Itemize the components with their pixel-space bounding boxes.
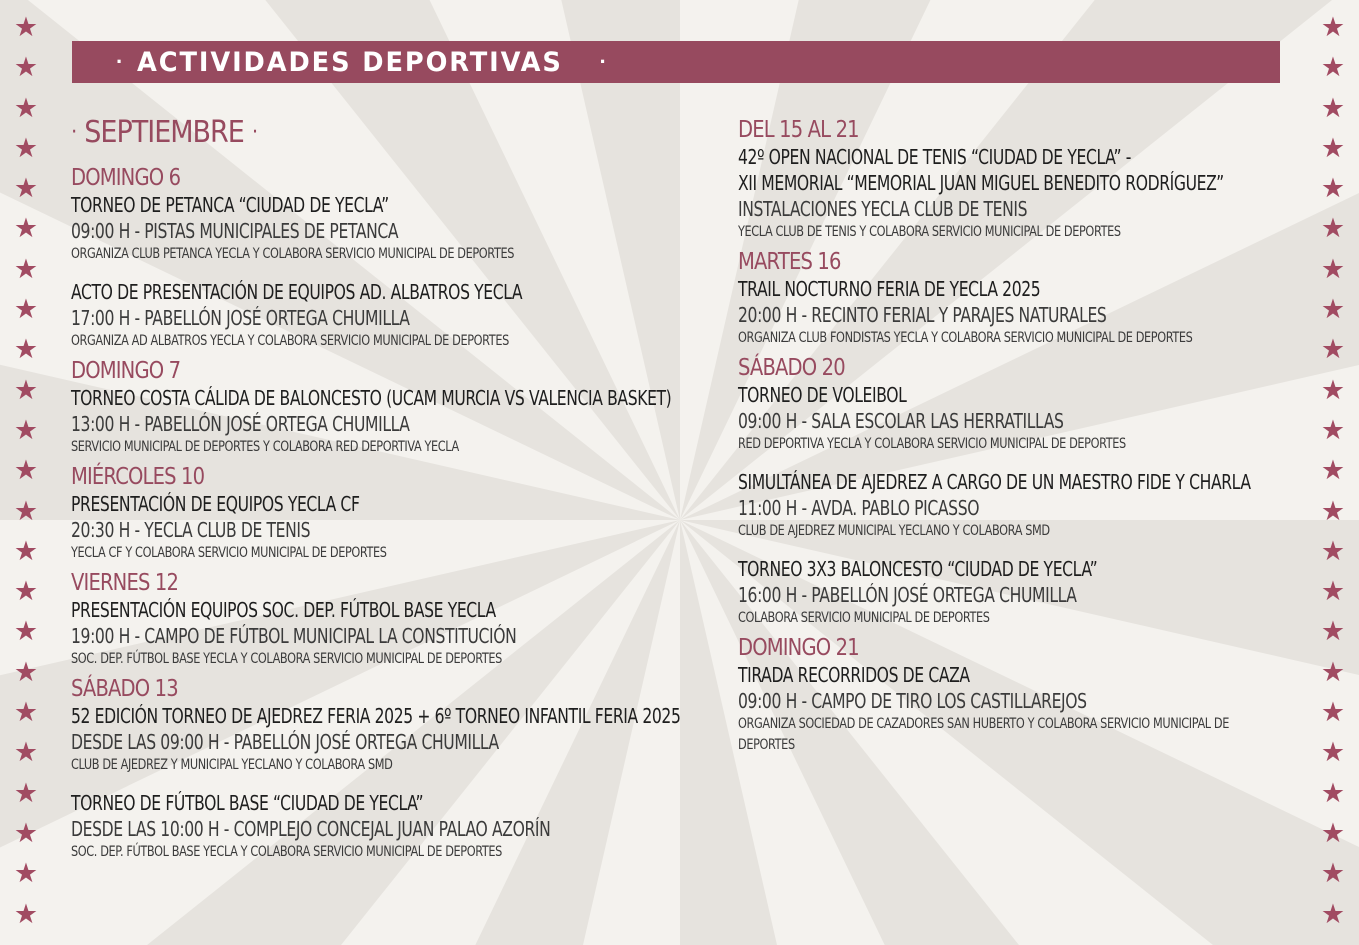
header-dot-left: · bbox=[116, 49, 124, 74]
day-heading: SÁBADO 13 bbox=[71, 676, 178, 702]
page-title: ACTIVIDADES DEPORTIVAS bbox=[137, 46, 564, 78]
event-organizer: YECLA CF Y COLABORA SERVICIO MUNICIPAL DE DEPORTES bbox=[71, 545, 387, 561]
day-heading: MIÉRCOLES 10 bbox=[71, 464, 205, 490]
day-group bbox=[738, 249, 1278, 349]
event-organizer: SOC. DEP. FÚTBOL BASE YECLA Y COLABORA SERVICIO MUNICIPAL DE DEPORTES bbox=[71, 844, 502, 860]
star-icon: ★ bbox=[13, 535, 39, 566]
star-icon: ★ bbox=[13, 817, 39, 848]
day-heading: SÁBADO 20 bbox=[738, 355, 845, 381]
day-heading: MARTES 16 bbox=[738, 249, 841, 275]
star-icon: ★ bbox=[1320, 535, 1346, 566]
star-icon: ★ bbox=[13, 737, 39, 768]
event-title: TORNEO 3X3 BALONCESTO “CIUDAD DE YECLA” bbox=[738, 557, 1098, 581]
star-icon: ★ bbox=[1320, 656, 1346, 687]
star-icon: ★ bbox=[1320, 898, 1346, 929]
event-organizer: CLUB DE AJEDREZ MUNICIPAL YECLANO Y COLABORA SMD bbox=[738, 523, 1050, 539]
event-title: SIMULTÁNEA DE AJEDREZ A CARGO DE UN MAESTRO FIDE Y CHARLA bbox=[738, 470, 1251, 494]
event-item bbox=[71, 703, 681, 776]
star-icon: ★ bbox=[13, 777, 39, 808]
star-icon: ★ bbox=[13, 52, 39, 83]
day-heading: DOMINGO 7 bbox=[71, 358, 181, 384]
star-icon: ★ bbox=[1320, 697, 1346, 728]
event-time-location: INSTALACIONES YECLA CLUB DE TENIS bbox=[738, 197, 1028, 221]
event-time-location: 17:00 H - PABELLÓN JOSÉ ORTEGA CHUMILLA bbox=[71, 306, 410, 330]
header-banner bbox=[72, 41, 1280, 83]
event-organizer: RED DEPORTIVA YECLA Y COLABORA SERVICIO MUNICIPAL DE DEPORTES bbox=[738, 436, 1126, 452]
event-organizer: SERVICIO MUNICIPAL DE DEPORTES Y COLABORA RED DEPORTIVA YECLA bbox=[71, 439, 459, 455]
star-icon: ★ bbox=[1320, 616, 1346, 647]
event-item bbox=[738, 469, 1278, 542]
right-day-list bbox=[738, 117, 1278, 756]
star-icon: ★ bbox=[13, 697, 39, 728]
event-time-location: 09:00 H - CAMPO DE TIRO LOS CASTILLAREJOS bbox=[738, 689, 1087, 713]
day-group bbox=[71, 676, 681, 863]
event-organizer: SOC. DEP. FÚTBOL BASE YECLA Y COLABORA SERVICIO MUNICIPAL DE DEPORTES bbox=[71, 651, 502, 667]
star-icon: ★ bbox=[1320, 414, 1346, 445]
event-organizer: CLUB DE AJEDREZ Y MUNICIPAL YECLANO Y COLABORA SMD bbox=[71, 757, 393, 773]
star-icon: ★ bbox=[1320, 455, 1346, 486]
day-group bbox=[71, 165, 671, 352]
month-dot-right: · bbox=[251, 120, 258, 145]
left-star-border bbox=[11, 10, 41, 937]
event-time-location: 20:30 H - YECLA CLUB DE TENIS bbox=[71, 518, 311, 542]
event-title: 52 EDICIÓN TORNEO DE AJEDREZ FERIA 2025 + 6º TORNEO INFANTIL FERIA 2025 bbox=[71, 704, 681, 728]
event-time-location: 11:00 H - AVDA. PABLO PICASSO bbox=[738, 496, 980, 520]
event-time-location: DESDE LAS 09:00 H - PABELLÓN JOSÉ ORTEGA CHUMILLA bbox=[71, 730, 499, 754]
star-icon: ★ bbox=[1320, 334, 1346, 365]
star-icon: ★ bbox=[13, 12, 39, 42]
left-day-list bbox=[71, 165, 681, 863]
right-star-border bbox=[1318, 10, 1348, 937]
star-icon: ★ bbox=[1320, 777, 1346, 808]
day-heading: DOMINGO 6 bbox=[71, 165, 181, 191]
star-icon: ★ bbox=[1320, 213, 1346, 244]
event-time-location: 09:00 H - SALA ESCOLAR LAS HERRATILLAS bbox=[738, 409, 1064, 433]
event-organizer: ORGANIZA SOCIEDAD DE CAZADORES SAN HUBERTO Y COLABORA SERVICIO MUNICIPAL DE DEPORTES bbox=[738, 716, 1229, 753]
event-title: TORNEO DE VOLEIBOL bbox=[738, 383, 907, 407]
star-icon: ★ bbox=[13, 92, 39, 123]
event-item bbox=[71, 491, 671, 564]
event-title-line2: XII MEMORIAL “MEMORIAL JUAN MIGUEL BENEDITO RODRÍGUEZ” bbox=[738, 171, 1224, 195]
left-column bbox=[71, 113, 681, 869]
star-icon: ★ bbox=[1320, 253, 1346, 284]
star-icon: ★ bbox=[13, 334, 39, 365]
event-item bbox=[71, 790, 671, 863]
event-time-location: DESDE LAS 10:00 H - COMPLEJO CONCEJAL JUAN PALAO AZORÍN bbox=[71, 817, 551, 841]
star-icon: ★ bbox=[13, 213, 39, 244]
event-title: TRAIL NOCTURNO FERIA DE YECLA 2025 bbox=[738, 277, 1041, 301]
star-icon: ★ bbox=[13, 455, 39, 486]
star-icon: ★ bbox=[13, 414, 39, 445]
day-heading: DEL 15 AL 21 bbox=[738, 117, 859, 143]
event-title: TORNEO COSTA CÁLIDA DE BALONCESTO (UCAM MURCIA VS VALENCIA BASKET) bbox=[71, 386, 672, 410]
event-organizer: ORGANIZA CLUB FONDISTAS YECLA Y COLABORA SERVICIO MUNICIPAL DE DEPORTES bbox=[738, 330, 1193, 346]
star-icon: ★ bbox=[1320, 12, 1346, 42]
event-time-location: 20:00 H - RECINTO FERIAL Y PARAJES NATURALES bbox=[738, 303, 1107, 327]
event-item bbox=[738, 382, 1278, 455]
star-icon: ★ bbox=[13, 616, 39, 647]
star-icon: ★ bbox=[1320, 374, 1346, 405]
event-time-location: 16:00 H - PABELLÓN JOSÉ ORTEGA CHUMILLA bbox=[738, 583, 1077, 607]
event-title: 42º OPEN NACIONAL DE TENIS “CIUDAD DE YECLA” - bbox=[738, 145, 1131, 169]
event-item bbox=[71, 279, 671, 352]
event-title: PRESENTACIÓN DE EQUIPOS YECLA CF bbox=[71, 492, 360, 516]
star-icon: ★ bbox=[13, 132, 39, 163]
header-dot-right: · bbox=[599, 49, 607, 74]
event-time-location: 19:00 H - CAMPO DE FÚTBOL MUNICIPAL LA CONSTITUCIÓN bbox=[71, 624, 517, 648]
event-organizer: ORGANIZA CLUB PETANCA YECLA Y COLABORA SERVICIO MUNICIPAL DE DEPORTES bbox=[71, 246, 515, 262]
month-label: SEPTIEMBRE bbox=[84, 115, 244, 150]
star-icon: ★ bbox=[1320, 858, 1346, 889]
day-heading: DOMINGO 21 bbox=[738, 635, 859, 661]
day-group bbox=[738, 117, 1278, 243]
star-icon: ★ bbox=[13, 898, 39, 929]
star-icon: ★ bbox=[13, 374, 39, 405]
star-icon: ★ bbox=[13, 576, 39, 607]
star-icon: ★ bbox=[13, 294, 39, 325]
event-organizer: ORGANIZA AD ALBATROS YECLA Y COLABORA SERVICIO MUNICIPAL DE DEPORTES bbox=[71, 333, 509, 349]
star-icon: ★ bbox=[1320, 52, 1346, 83]
event-title: PRESENTACIÓN EQUIPOS SOC. DEP. FÚTBOL BASE YECLA bbox=[71, 598, 496, 622]
day-group bbox=[71, 358, 671, 458]
star-icon: ★ bbox=[13, 495, 39, 526]
day-group bbox=[71, 570, 671, 670]
month-heading bbox=[71, 113, 671, 153]
star-icon: ★ bbox=[1320, 495, 1346, 526]
event-time-location: 09:00 H - PISTAS MUNICIPALES DE PETANCA bbox=[71, 219, 399, 243]
event-title: TORNEO DE PETANCA “CIUDAD DE YECLA” bbox=[71, 193, 389, 217]
month-dot-left: · bbox=[71, 120, 77, 145]
event-time-location: 13:00 H - PABELLÓN JOSÉ ORTEGA CHUMILLA bbox=[71, 412, 410, 436]
event-item bbox=[738, 144, 1278, 243]
star-icon: ★ bbox=[13, 858, 39, 889]
day-group bbox=[738, 355, 1278, 629]
star-icon: ★ bbox=[13, 173, 39, 204]
event-item bbox=[71, 597, 671, 670]
star-icon: ★ bbox=[1320, 817, 1346, 848]
star-icon: ★ bbox=[1320, 92, 1346, 123]
event-item bbox=[738, 556, 1278, 629]
star-icon: ★ bbox=[1320, 576, 1346, 607]
day-group bbox=[71, 464, 671, 564]
right-column bbox=[738, 117, 1278, 762]
event-organizer: YECLA CLUB DE TENIS Y COLABORA SERVICIO MUNICIPAL DE DEPORTES bbox=[738, 224, 1121, 240]
event-title: TORNEO DE FÚTBOL BASE “CIUDAD DE YECLA” bbox=[71, 791, 424, 815]
event-item bbox=[738, 662, 1278, 756]
event-organizer: COLABORA SERVICIO MUNICIPAL DE DEPORTES bbox=[738, 610, 990, 626]
event-item bbox=[738, 276, 1278, 349]
star-icon: ★ bbox=[1320, 294, 1346, 325]
event-title: TIRADA RECORRIDOS DE CAZA bbox=[738, 663, 970, 687]
star-icon: ★ bbox=[13, 656, 39, 687]
event-item bbox=[71, 192, 671, 265]
star-icon: ★ bbox=[1320, 132, 1346, 163]
day-group bbox=[738, 635, 1278, 756]
day-heading: VIERNES 12 bbox=[71, 570, 179, 596]
star-icon: ★ bbox=[1320, 737, 1346, 768]
event-title: ACTO DE PRESENTACIÓN DE EQUIPOS AD. ALBATROS YECLA bbox=[71, 280, 523, 304]
event-item bbox=[71, 385, 671, 458]
star-icon: ★ bbox=[13, 253, 39, 284]
star-icon: ★ bbox=[1320, 173, 1346, 204]
